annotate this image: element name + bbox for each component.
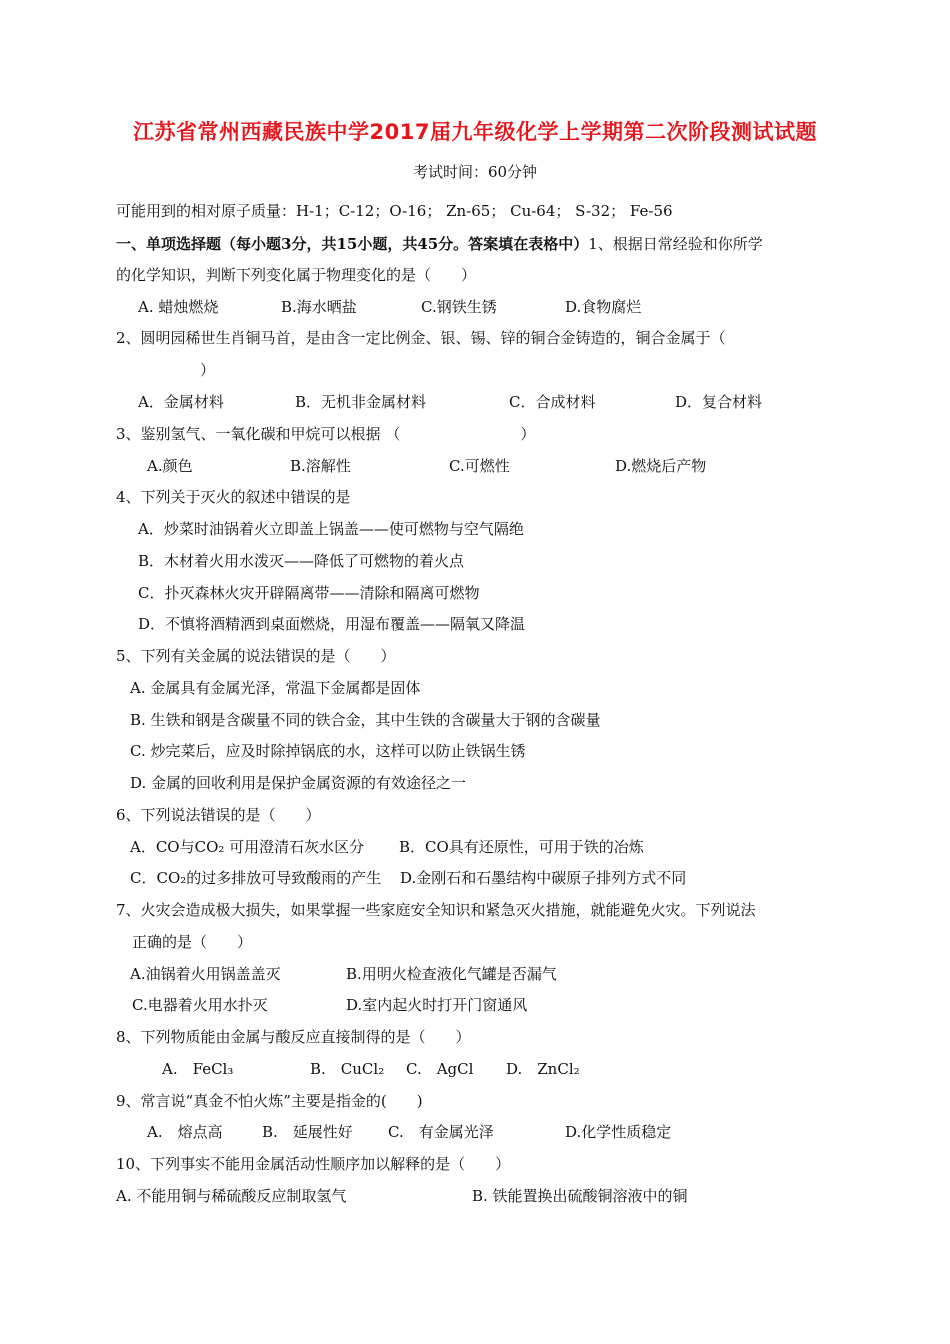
q9-stem: 9、常言说“真金不怕火炼”主要是指金的( ): [116, 1092, 423, 1110]
q1-stem-a: 1、根据日常经验和你所学: [588, 235, 763, 253]
q1-option-d: D.食物腐烂: [565, 298, 642, 316]
q2-option-c: C．合成材料: [509, 393, 596, 411]
q8-option-d: D. ZnCl₂: [506, 1060, 580, 1078]
q6-stem: 6、下列说法错误的是（ ）: [116, 806, 321, 824]
q2-option-d: D．复合材料: [675, 393, 763, 411]
q8-option-a: A. FeCl₃: [162, 1060, 234, 1078]
q5-stem: 5、下列有关金属的说法错误的是（ ）: [116, 647, 396, 665]
q9-option-c: C. 有金属光泽: [388, 1123, 494, 1141]
q7-option-b: B.用明火检查液化气罐是否漏气: [346, 965, 557, 983]
q1-option-b: B.海水晒盐: [281, 298, 357, 316]
q3-option-b: B.溶解性: [290, 457, 351, 475]
q5-option-c: C. 炒完菜后，应及时除掉锅底的水，这样可以防止铁锅生锈: [130, 742, 526, 760]
q8-option-b: B. CuCl₂: [310, 1060, 385, 1078]
q7-option-d: D.室内起火时打开门窗通风: [346, 996, 528, 1014]
q1-option-a: A. 蜡烛燃烧: [138, 298, 219, 316]
section-1-header: 一、单项选择题（每小题3分，共15小题，共45分。答案填在表格中）: [116, 235, 589, 253]
q4-option-b: B．木材着火用水泼灭——降低了可燃物的着火点: [138, 552, 465, 570]
q7-stem-a: 7、火灾会造成极大损失，如果掌握一些家庭安全知识和紧急灭火措施，就能避免火灾。下列说法: [116, 901, 756, 919]
q1-stem-b: 的化学知识，判断下列变化属于物理变化的是（ ）: [116, 266, 477, 284]
q7-stem-b: 正确的是（ ）: [132, 933, 253, 951]
section-1-line: [116, 234, 763, 254]
q5-option-a: A. 金属具有金属光泽，常温下金属都是固体: [130, 679, 421, 697]
q9-option-d: D.化学性质稳定: [565, 1123, 672, 1141]
q6-option-b: B．CO具有还原性，可用于铁的冶炼: [399, 838, 644, 856]
q6-option-a: A．CO与CO₂ 可用澄清石灰水区分: [130, 838, 365, 856]
q9-option-a: A. 熔点高: [147, 1123, 223, 1141]
q3-stem: 3、鉴别氢气、一氧化碳和甲烷可以根据 （ ）: [116, 425, 536, 443]
q7-option-c: C.电器着火用水扑灭: [132, 996, 268, 1014]
q6-option-c: C．CO₂的过多排放可导致酸雨的产生: [130, 869, 382, 887]
q3-option-c: C.可燃性: [449, 457, 510, 475]
q10-stem: 10、下列事实不能用金属活动性顺序加以解释的是（ ）: [116, 1155, 511, 1173]
atomic-masses: 可能用到的相对原子质量：H-1；C-12；O-16； Zn-65； Cu-64； S-32； Fe-56: [116, 202, 673, 220]
document-title: 江苏省常州西藏民族中学2017届九年级化学上学期第二次阶段测试试题: [133, 120, 817, 144]
q4-option-a: A．炒菜时油锅着火立即盖上锅盖——使可燃物与空气隔绝: [138, 520, 524, 538]
q4-option-c: C．扑灭森林火灾开辟隔离带——清除和隔离可燃物: [138, 584, 480, 602]
q7-option-a: A.油锅着火用锅盖盖灭: [130, 965, 281, 983]
q10-option-a: A. 不能用铜与稀硫酸反应制取氢气: [116, 1187, 347, 1205]
q2-stem-b: ）: [200, 361, 216, 379]
q3-option-d: D.燃烧后产物: [615, 457, 707, 475]
q2-option-a: A．金属材料: [138, 393, 224, 411]
q3-option-a: A.颜色: [147, 457, 193, 475]
q2-option-b: B．无机非金属材料: [295, 393, 427, 411]
q4-stem: 4、下列关于灭火的叙述中错误的是: [116, 488, 351, 506]
q2-stem-a: 2、圆明园稀世生肖铜马首，是由含一定比例金、银、锡、锌的铜合金铸造的，铜合金属于（: [116, 329, 726, 347]
q9-option-b: B. 延展性好: [262, 1123, 353, 1141]
q1-option-c: C.钢铁生锈: [421, 298, 497, 316]
q8-option-c: C. AgCl: [406, 1060, 474, 1078]
q4-option-d: D．不慎将酒精洒到桌面燃烧，用湿布覆盖——隔氧又降温: [138, 615, 526, 633]
q10-option-b: B. 铁能置换出硫酸铜溶液中的铜: [472, 1187, 688, 1205]
q5-option-d: D. 金属的回收利用是保护金属资源的有效途径之一: [130, 774, 467, 792]
q6-option-d: D.金刚石和石墨结构中碳原子排列方式不同: [400, 869, 687, 887]
q8-stem: 8、下列物质能由金属与酸反应直接制得的是（ ）: [116, 1028, 471, 1046]
exam-time: 考试时间：60分钟: [412, 163, 538, 181]
q5-option-b: B. 生铁和钢是含碳量不同的铁合金，其中生铁的含碳量大于钢的含碳量: [130, 711, 601, 729]
